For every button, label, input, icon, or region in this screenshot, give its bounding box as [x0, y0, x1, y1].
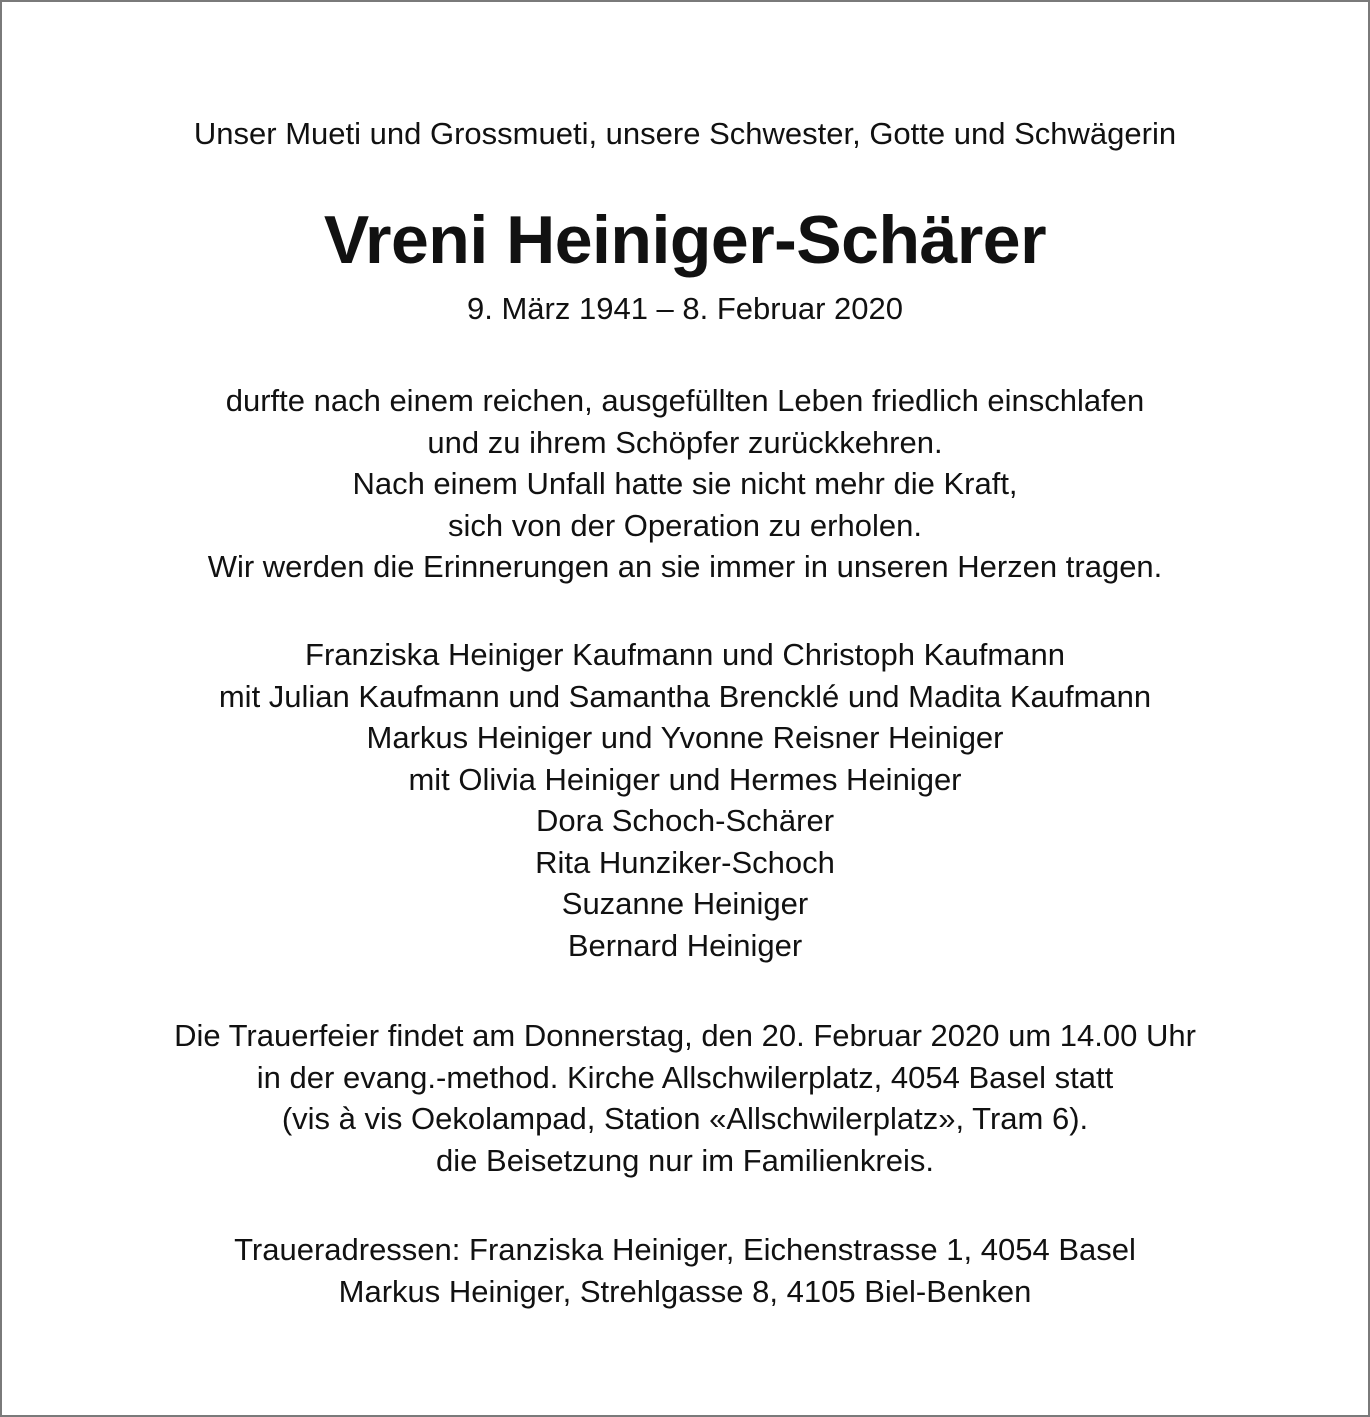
mourner-line: Markus Heiniger und Yvonne Reisner Heiniger [366, 720, 1004, 755]
mourner-line: mit Olivia Heiniger und Hermes Heiniger [408, 761, 962, 797]
mourner-line: Dora Schoch-Schärer [535, 803, 835, 838]
service-line: Die Trauerfeier findet am Donnerstag, den 20. Februar 2020 um 14.00 Uhr [174, 1018, 1196, 1053]
life-dates: 9. März 1941 – 8. Februar 2020 [467, 291, 903, 326]
message-line: und zu ihrem Schöpfer zurückkehren. [427, 424, 943, 460]
message-block [2, 380, 1368, 588]
mourner-line: Franziska Heiniger Kaufmann und Christoph Kaufmann [305, 637, 1065, 672]
message-line: sich von der Operation zu erholen. [448, 507, 922, 543]
mourning-addresses [2, 1229, 1368, 1312]
funeral-service-info [2, 1015, 1368, 1181]
mourner-line: Suzanne Heiniger [561, 886, 809, 921]
mourner-line: Bernard Heiniger [567, 927, 803, 963]
message-line: Nach einem Unfall hatte sie nicht mehr die Kraft, [352, 466, 1018, 501]
intro-line: Unser Mueti und Grossmueti, unsere Schwester, Gotte und Schwägerin [193, 116, 1177, 151]
message-line: durfte nach einem reichen, ausgefüllten Leben friedlich einschlafen [225, 383, 1145, 418]
address-line: Traueradressen: Franziska Heiniger, Eichenstrasse 1, 4054 Basel [234, 1232, 1136, 1267]
mourners-list [2, 634, 1368, 966]
address-line: Markus Heiniger, Strehlgasse 8, 4105 Biel-Benken [338, 1273, 1032, 1309]
mourner-line: mit Julian Kaufmann und Samantha Brencklé und Madita Kaufmann [218, 678, 1152, 714]
deceased-name: Vreni Heiniger-Schärer [323, 202, 1047, 278]
service-line: die Beisetzung nur im Familienkreis. [436, 1142, 934, 1178]
message-line: Wir werden die Erinnerungen an sie immer in unseren Herzen tragen. [207, 549, 1163, 584]
mourner-line: Rita Hunziker-Schoch [535, 844, 835, 880]
service-line: (vis à vis Oekolampad, Station «Allschwilerplatz», Tram 6). [281, 1101, 1089, 1136]
service-line: in der evang.-method. Kirche Allschwilerplatz, 4054 Basel statt [256, 1059, 1114, 1095]
